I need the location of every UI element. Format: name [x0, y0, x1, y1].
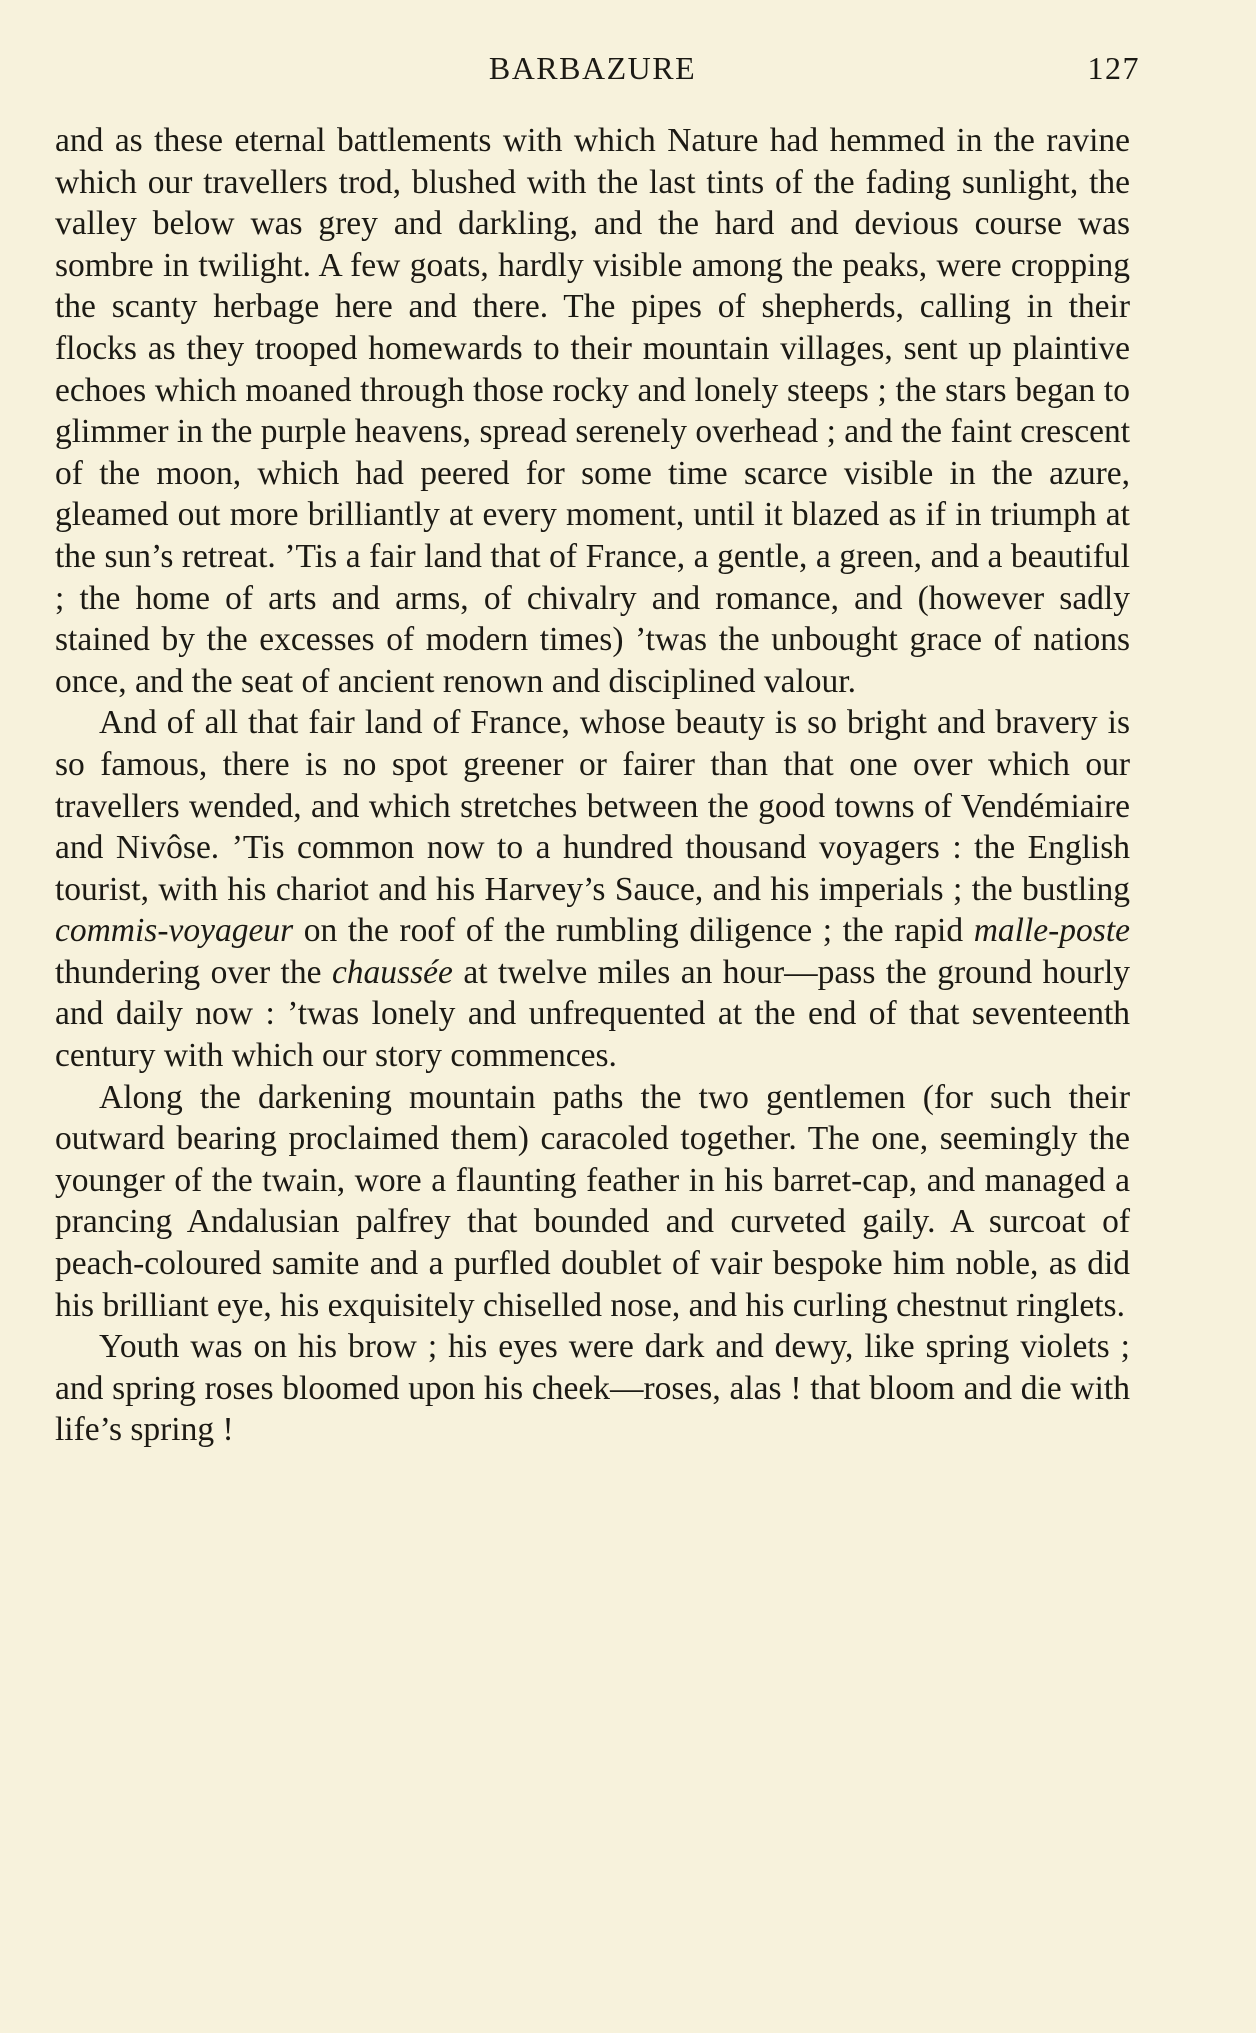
running-head — [55, 50, 1140, 98]
page-number: 127 — [1087, 50, 1140, 86]
body-text — [55, 120, 1130, 1451]
paragraph-4 — [55, 1326, 1130, 1451]
paragraph-1-text: and as these eternal battlements with which Nature had hemmed in the ravine which our travellers trod, blushed with the last tints of the fading sunlight, the valley below was grey and darkling, and the hard and devious course was sombre in twilight. A few goats, hardly visible among the peaks, were cropping the scanty herbage here and there. The pipes of shepherds, calling in their flocks as they trooped homewards to their mountain villages, sent up plaintive echoes which moaned through those rocky and lonely steeps ; the stars began to glimmer in the purple heavens, spread serenely overhead ; and the faint crescent of the moon, which had peered for some time scarce visible in the azure, gleamed out more brilliantly at every moment, until it blazed as if in triumph at the sun’s retreat. ’Tis a fair land that of France, a gentle, a green, and a beautiful ; the home of arts and arms, of chivalry and romance, and (however sadly stained by the excesses of modern times) ’twas the unbought grace of nations once, and the seat of ancient renown and disciplined valour. — [55, 122, 1130, 700]
paragraph-4-text: Youth was on his brow ; his eyes were dark and dewy, like spring violets ; and spring roses bloomed upon his cheek—roses, alas ! that bloom and die with life’s spring ! — [55, 1328, 1130, 1449]
paragraph-2-text-b: on the roof of the rumbling diligence ; the rapid — [293, 912, 974, 950]
paragraph-2-text-d: at twelve miles an hour—pass the ground hourly and daily now : ’twas lonely and unfrequented at the end of that seventeenth century with which our story commences. — [55, 953, 1131, 1075]
paragraph-2-text-a: And of all that fair land of France, whose beauty is so bright and bravery is so famous, there is no spot greener or fairer than that one over which our travellers wended, and which stretches between the good towns of Vendémiaire and Nivôse. ’Tis common now to a hundred thousand voyagers : the English tourist, with his chariot and his Harvey’s Sauce, and his imperials ; the bustling — [55, 704, 1130, 908]
book-page — [55, 50, 1140, 1451]
paragraph-3-text: Along the darkening mountain paths the two gentlemen (for such their outward bearing proclaimed them) caracoled together. The one, seemingly the younger of the twain, wore a flaunting feather in his barret-cap, and managed a prancing Andalusian palfrey that bounded and curveted gaily. A surcoat of peach-coloured samite and a purfled doublet of vair bespoke him noble, as did his brilliant eye, his exquisitely chiselled nose, and his curling chestnut ringlets. — [55, 1078, 1130, 1324]
paragraph-1 — [55, 120, 1130, 702]
chapter-title: BARBAZURE — [488, 50, 697, 86]
italic-phrase-chaussee: chaussée — [331, 953, 453, 991]
paragraph-2-text-c: thundering over the — [55, 953, 332, 991]
italic-phrase-malle-poste: malle-poste — [973, 912, 1130, 950]
paragraph-3 — [55, 1077, 1130, 1327]
italic-phrase-commis-voyageur: commis-voyageur — [55, 912, 294, 950]
paragraph-2 — [55, 702, 1130, 1076]
